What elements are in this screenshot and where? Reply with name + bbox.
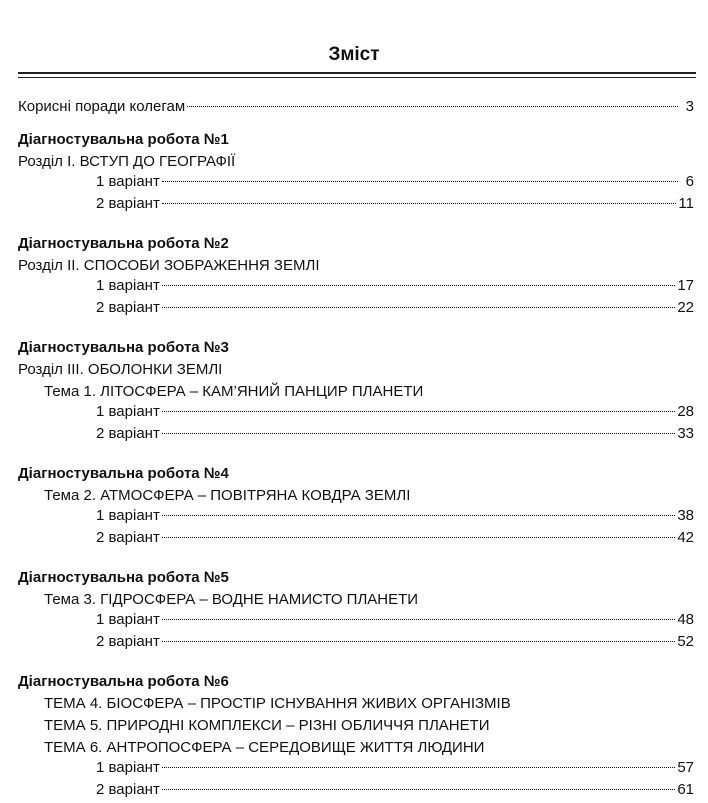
dot-leader [162,537,675,538]
toc-entry-label: 2 варіант [96,195,160,212]
toc-entry-variant[interactable] [18,403,694,425]
dot-leader [162,203,677,204]
dot-leader [162,641,675,642]
topic-title: Тема 3. ГІДРОСФЕРА – ВОДНЕ НАМИСТО ПЛАНЕТИ [44,591,419,608]
toc-entry-variant[interactable] [18,277,694,299]
toc-page-number: 48 [677,611,694,628]
table-of-contents [18,98,694,803]
toc-entry-variant[interactable] [18,759,694,781]
toc-entry-label: 1 варіант [96,277,160,294]
dot-leader [187,106,678,107]
title-rule-thin [18,77,696,78]
toc-entry-label: 1 варіант [96,173,160,190]
toc-entry-label: 1 варіант [96,611,160,628]
topic-title: ТЕМА 6. АНТРОПОСФЕРА – СЕРЕДОВИЩЕ ЖИТТЯ ЛЮДИНИ [44,739,485,756]
section-heading: Діагностувальна робота №6 [18,673,229,690]
toc-page-number: 38 [677,507,694,524]
section-heading: Діагностувальна робота №5 [18,569,229,586]
toc-entry-intro[interactable] [18,98,694,120]
dot-leader [162,767,675,768]
toc-page-number: 52 [677,633,694,650]
toc-page-number: 28 [677,403,694,420]
toc-page-number: 11 [678,195,694,212]
toc-entry-label: 1 варіант [96,507,160,524]
toc-page-number: 6 [685,173,694,190]
dot-leader [162,181,678,182]
toc-page-number: 42 [677,529,694,546]
toc-entry-label: 1 варіант [96,403,160,420]
toc-entry-variant[interactable] [18,611,694,633]
toc-entry-label: Корисні поради колегам [18,98,186,115]
toc-entry-variant[interactable] [18,633,694,655]
dot-leader [162,789,675,790]
toc-entry-label: 2 варіант [96,299,160,316]
dot-leader [162,307,675,308]
section-part-title: Розділ III. ОБОЛОНКИ ЗЕМЛІ [18,361,223,378]
toc-page-number: 17 [677,277,694,294]
toc-entry-label: 2 варіант [96,781,160,798]
toc-page-number: 33 [677,425,694,442]
toc-entry-variant[interactable] [18,173,694,195]
section-heading: Діагностувальна робота №3 [18,339,229,356]
dot-leader [162,433,675,434]
toc-page-number: 3 [685,98,694,115]
dot-leader [162,411,675,412]
section-heading: Діагностувальна робота №2 [18,235,229,252]
page-title: Зміст [328,44,380,65]
toc-entry-variant[interactable] [18,507,694,529]
section-heading: Діагностувальна робота №1 [18,131,229,148]
toc-entry-variant[interactable] [18,195,694,217]
toc-page-number: 61 [677,781,694,798]
dot-leader [162,619,675,620]
section-part-title: Розділ I. ВСТУП ДО ГЕОГРАФІЇ [18,153,236,170]
toc-page-number: 22 [677,299,694,316]
toc-entry-variant[interactable] [18,425,694,447]
toc-entry-label: 2 варіант [96,529,160,546]
title-rule-thick [18,72,696,74]
toc-entry-label: 2 варіант [96,633,160,650]
section-heading: Діагностувальна робота №4 [18,465,229,482]
toc-page-number: 57 [677,759,694,776]
toc-entry-variant[interactable] [18,299,694,321]
topic-title: Тема 2. АТМОСФЕРА – ПОВІТРЯНА КОВДРА ЗЕМЛІ [44,487,411,504]
topic-title: ТЕМА 4. БІОСФЕРА – ПРОСТІР ІСНУВАННЯ ЖИВИХ ОРГАНІЗМІВ [44,695,511,712]
dot-leader [162,515,675,516]
toc-entry-label: 2 варіант [96,425,160,442]
topic-title: Тема 1. ЛІТОСФЕРА – КАМ’ЯНИЙ ПАНЦИР ПЛАНЕТИ [44,383,424,400]
dot-leader [162,285,675,286]
toc-entry-label: 1 варіант [96,759,160,776]
section-part-title: Розділ II. СПОСОБИ ЗОБРАЖЕННЯ ЗЕМЛІ [18,257,320,274]
toc-entry-variant[interactable] [18,529,694,551]
topic-title: ТЕМА 5. ПРИРОДНІ КОМПЛЕКСИ – РІЗНІ ОБЛИЧЧЯ ПЛАНЕТИ [44,717,490,734]
